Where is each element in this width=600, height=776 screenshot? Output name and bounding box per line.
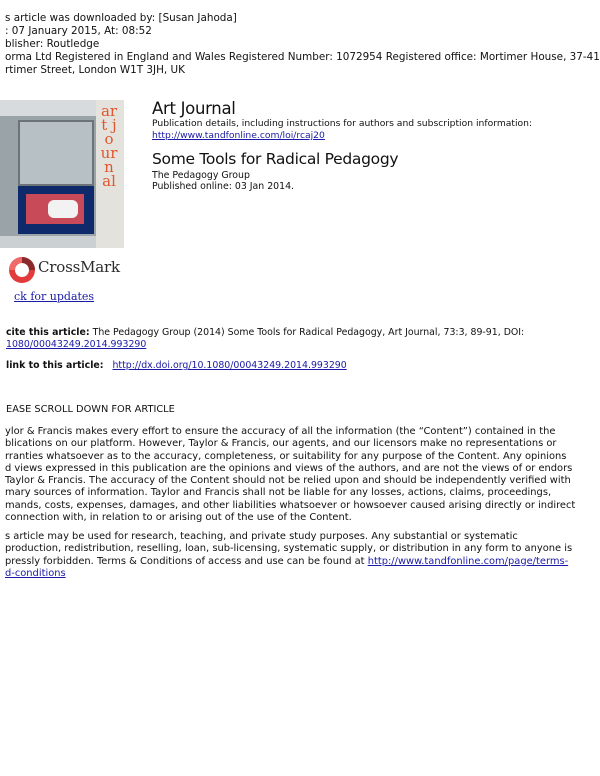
terms-conditions-link[interactable]: http://www.tandfonline.com/page/terms- bbox=[367, 555, 569, 567]
citation-text: The Pedagogy Group (2014) Some Tools for Radical Pedagogy, Art Journal, 73:3, 89-91, DOI: bbox=[89, 327, 525, 338]
crossmark-label[interactable]: CrossMark bbox=[38, 258, 120, 276]
download-info: s article was downloaded by: [Susan Jahoda] bbox=[5, 12, 237, 24]
journal-cover-image bbox=[0, 100, 124, 248]
publisher: blisher: Routledge bbox=[5, 38, 100, 50]
article-author: The Pedagogy Group bbox=[152, 170, 250, 181]
registration-info: orma Ltd Registered in England and Wales Registered Number: 1072954 Registered office: Mortimer House, 37-41 bbox=[5, 51, 600, 63]
journal-url-link[interactable]: http://www.tandfonline.com/loi/rcaj20 bbox=[152, 130, 325, 141]
disclaimer-line: rranties whatsoever as to the accuracy, completeness, or suitability for any purpose of the Content. Any opinions bbox=[5, 450, 567, 462]
terms-conditions-link-cont[interactable]: d-conditions bbox=[5, 567, 66, 579]
disclaimer-line: blications on our platform. However, Taylor & Francis, our agents, and our licensors make no representations or bbox=[5, 438, 557, 450]
disclaimer-line: mands, costs, expenses, damages, and other liabilities whatsoever or howsoever caused arising directly or indirect bbox=[5, 499, 576, 511]
disclaimer-line: ylor & Francis makes every effort to ensure the accuracy of all the information (the “Content”) contained in the bbox=[5, 426, 556, 437]
disclaimer-line: Taylor & Francis. The accuracy of the Content should not be relied upon and should be independently verified with bbox=[5, 475, 571, 486]
terms-paragraph bbox=[5, 531, 572, 580]
publication-details bbox=[152, 118, 532, 142]
citation-doi-link[interactable]: 1080/00043249.2014.993290 bbox=[6, 339, 147, 350]
terms-line: production, redistribution, reselling, loan, sub-licensing, systematic supply, or distribution in any form to anyone is bbox=[5, 543, 573, 555]
published-online: Published online: 03 Jan 2014. bbox=[152, 181, 295, 192]
download-date: : 07 January 2015, At: 08:52 bbox=[5, 25, 152, 37]
article-doi-link[interactable]: http://dx.doi.org/10.1080/00043249.2014.993290 bbox=[112, 360, 347, 371]
disclaimer-paragraph bbox=[5, 426, 575, 524]
journal-title: Art Journal bbox=[152, 99, 236, 118]
article-title: Some Tools for Radical Pedagogy bbox=[152, 150, 399, 168]
citation-line bbox=[6, 327, 524, 338]
crossmark-icon[interactable] bbox=[8, 256, 36, 284]
publication-details-text: Publication details, including instructions for authors and subscription information: bbox=[152, 118, 533, 129]
disclaimer-line: mary sources of information. Taylor and Francis shall not be liable for any losses, actions, claims, proceedings, bbox=[5, 487, 552, 499]
terms-line: s article may be used for research, teaching, and private study purposes. Any substantial or systematic bbox=[5, 531, 518, 542]
terms-text: pressly forbidden. Terms & Conditions of access and use can be found at bbox=[5, 555, 368, 567]
citation-label: cite this article: bbox=[6, 327, 90, 338]
check-for-updates-link[interactable]: ck for updates bbox=[14, 290, 95, 303]
article-link-row bbox=[6, 360, 347, 371]
registered-address: rtimer Street, London W1T 3JH, UK bbox=[5, 64, 185, 76]
scroll-notice: EASE SCROLL DOWN FOR ARTICLE bbox=[6, 404, 175, 415]
disclaimer-line: connection with, in relation to or arising out of the use of the Content. bbox=[5, 511, 352, 523]
disclaimer-line: d views expressed in this publication are the opinions and views of the authors, and are not the views of or endors bbox=[5, 462, 573, 474]
article-link-label: link to this article: bbox=[6, 360, 104, 371]
cover-spine-text: art journal bbox=[100, 102, 118, 190]
terms-line bbox=[5, 556, 572, 568]
